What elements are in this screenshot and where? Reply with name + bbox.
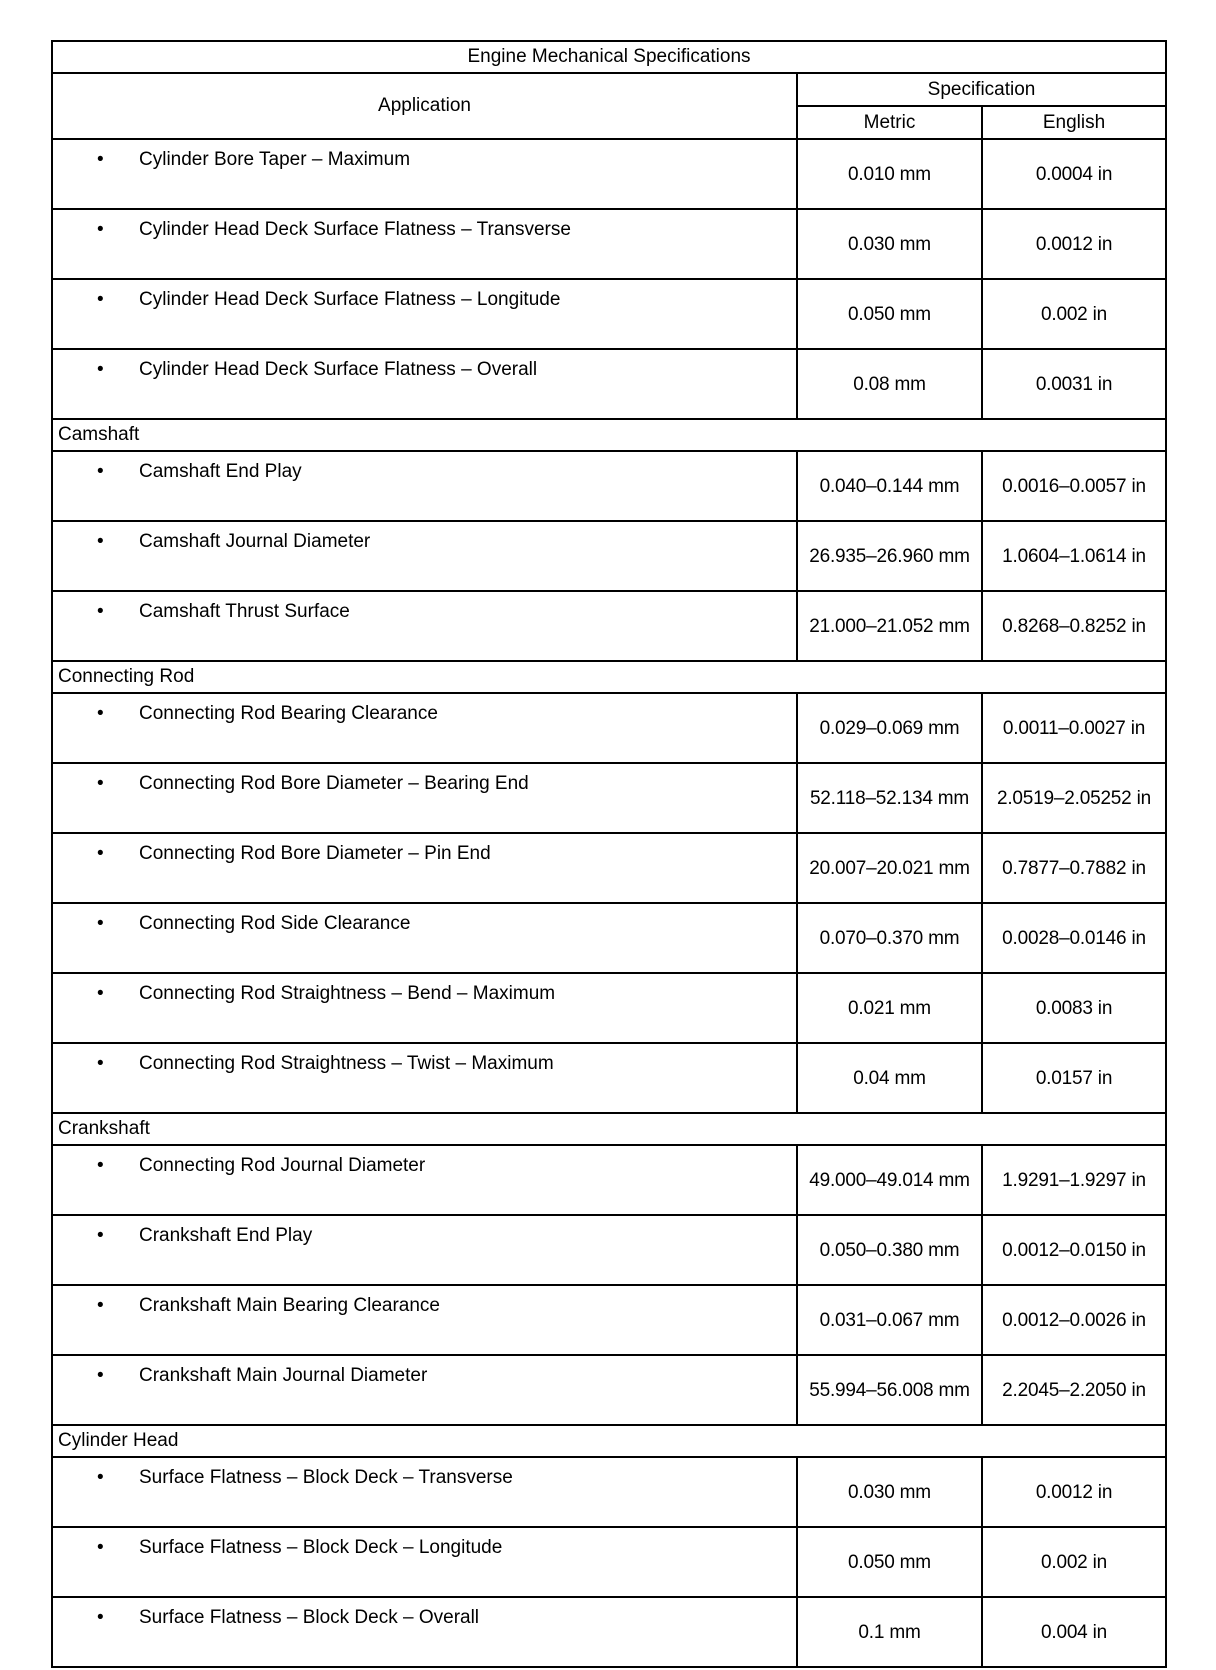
section-row	[52, 1113, 1166, 1145]
bullet-icon: •	[97, 601, 104, 622]
metric-value: 0.050 mm	[797, 1527, 982, 1597]
metric-value: 0.08 mm	[797, 349, 982, 419]
application-cell	[52, 451, 797, 521]
application-label: Cylinder Head Deck Surface Flatness – Overall	[139, 359, 538, 380]
bullet-icon: •	[97, 983, 104, 1004]
table-row	[52, 139, 1166, 209]
bullet-icon: •	[97, 149, 104, 170]
metric-value: 0.031–0.067 mm	[797, 1285, 982, 1355]
bullet-icon: •	[97, 1467, 104, 1488]
table-title: Engine Mechanical Specifications	[52, 41, 1166, 73]
application-cell	[52, 521, 797, 591]
section-label: Camshaft	[52, 419, 1166, 451]
application-label: Surface Flatness – Block Deck – Longitude	[139, 1537, 503, 1558]
english-value: 0.0157 in	[982, 1043, 1166, 1113]
application-cell	[52, 349, 797, 419]
bullet-icon: •	[97, 843, 104, 864]
application-cell	[52, 591, 797, 661]
metric-value: 49.000–49.014 mm	[797, 1145, 982, 1215]
table-row	[52, 1527, 1166, 1597]
bullet-icon: •	[97, 1537, 104, 1558]
application-label: Crankshaft End Play	[139, 1225, 313, 1246]
english-value: 0.0011–0.0027 in	[982, 693, 1166, 763]
metric-value: 0.030 mm	[797, 209, 982, 279]
english-value: 0.0012 in	[982, 209, 1166, 279]
bullet-icon: •	[97, 531, 104, 552]
metric-value: 0.050–0.380 mm	[797, 1215, 982, 1285]
application-label: Connecting Rod Straightness – Twist – Maximum	[139, 1053, 554, 1074]
application-label: Connecting Rod Bearing Clearance	[139, 703, 438, 724]
application-cell	[52, 1457, 797, 1527]
application-label: Surface Flatness – Block Deck – Overall	[139, 1607, 480, 1628]
application-cell	[52, 1043, 797, 1113]
table-row	[52, 973, 1166, 1043]
application-label: Cylinder Bore Taper – Maximum	[139, 149, 411, 170]
bullet-icon: •	[97, 703, 104, 724]
table-row	[52, 903, 1166, 973]
english-value: 0.002 in	[982, 279, 1166, 349]
metric-value: 26.935–26.960 mm	[797, 521, 982, 591]
application-cell	[52, 1145, 797, 1215]
application-label: Cylinder Head Deck Surface Flatness – Transverse	[139, 219, 571, 240]
application-label: Surface Flatness – Block Deck – Transverse	[139, 1467, 513, 1488]
english-value: 0.0012–0.0026 in	[982, 1285, 1166, 1355]
metric-value: 0.070–0.370 mm	[797, 903, 982, 973]
section-row	[52, 419, 1166, 451]
table-row	[52, 1043, 1166, 1113]
application-cell	[52, 973, 797, 1043]
bullet-icon: •	[97, 1155, 104, 1176]
column-header-specification: Specification	[797, 73, 1166, 106]
table-row	[52, 209, 1166, 279]
application-cell	[52, 279, 797, 349]
section-row	[52, 661, 1166, 693]
table-row	[52, 279, 1166, 349]
application-cell	[52, 209, 797, 279]
bullet-icon: •	[97, 913, 104, 934]
table-row	[52, 521, 1166, 591]
bullet-icon: •	[97, 359, 104, 380]
english-value: 0.0083 in	[982, 973, 1166, 1043]
section-label: Crankshaft	[52, 1113, 1166, 1145]
bullet-icon: •	[97, 773, 104, 794]
table-row	[52, 1597, 1166, 1667]
application-cell	[52, 1215, 797, 1285]
application-label: Connecting Rod Straightness – Bend – Maximum	[139, 983, 556, 1004]
application-cell	[52, 903, 797, 973]
application-cell	[52, 139, 797, 209]
bullet-icon: •	[97, 289, 104, 310]
application-label: Connecting Rod Bore Diameter – Pin End	[139, 843, 491, 864]
section-row	[52, 1425, 1166, 1457]
english-value: 0.0012–0.0150 in	[982, 1215, 1166, 1285]
metric-value: 0.021 mm	[797, 973, 982, 1043]
application-label: Crankshaft Main Bearing Clearance	[139, 1295, 440, 1316]
bullet-icon: •	[97, 1225, 104, 1246]
table-row	[52, 349, 1166, 419]
english-value: 1.0604–1.0614 in	[982, 521, 1166, 591]
table-row	[52, 451, 1166, 521]
metric-value: 0.1 mm	[797, 1597, 982, 1667]
table-title-row	[52, 41, 1166, 73]
application-label: Connecting Rod Journal Diameter	[139, 1155, 426, 1176]
english-value: 0.004 in	[982, 1597, 1166, 1667]
application-cell	[52, 1597, 797, 1667]
section-label: Connecting Rod	[52, 661, 1166, 693]
bullet-icon: •	[97, 1295, 104, 1316]
english-value: 2.2045–2.2050 in	[982, 1355, 1166, 1425]
header-row-spec	[52, 73, 1166, 106]
table-row	[52, 1145, 1166, 1215]
metric-value: 0.04 mm	[797, 1043, 982, 1113]
english-value: 1.9291–1.9297 in	[982, 1145, 1166, 1215]
table-header	[52, 41, 1166, 139]
metric-value: 0.029–0.069 mm	[797, 693, 982, 763]
column-header-application: Application	[52, 73, 797, 139]
english-value: 0.0004 in	[982, 139, 1166, 209]
english-value: 0.8268–0.8252 in	[982, 591, 1166, 661]
table-row	[52, 591, 1166, 661]
metric-value: 0.040–0.144 mm	[797, 451, 982, 521]
column-header-english: English	[982, 106, 1166, 139]
metric-value: 0.050 mm	[797, 279, 982, 349]
application-label: Camshaft Thrust Surface	[139, 601, 350, 622]
table-row	[52, 763, 1166, 833]
section-label: Cylinder Head	[52, 1425, 1166, 1457]
bullet-icon: •	[97, 461, 104, 482]
bullet-icon: •	[97, 219, 104, 240]
application-cell	[52, 763, 797, 833]
metric-value: 52.118–52.134 mm	[797, 763, 982, 833]
table-row	[52, 1285, 1166, 1355]
metric-value: 0.030 mm	[797, 1457, 982, 1527]
english-value: 2.0519–2.05252 in	[982, 763, 1166, 833]
metric-value: 55.994–56.008 mm	[797, 1355, 982, 1425]
english-value: 0.0012 in	[982, 1457, 1166, 1527]
english-value: 0.002 in	[982, 1527, 1166, 1597]
column-header-metric: Metric	[797, 106, 982, 139]
application-cell	[52, 833, 797, 903]
application-label: Camshaft End Play	[139, 461, 302, 482]
english-value: 0.7877–0.7882 in	[982, 833, 1166, 903]
table-body	[52, 139, 1166, 1667]
application-cell	[52, 1355, 797, 1425]
application-label: Crankshaft Main Journal Diameter	[139, 1365, 428, 1386]
application-label: Connecting Rod Side Clearance	[139, 913, 411, 934]
english-value: 0.0028–0.0146 in	[982, 903, 1166, 973]
metric-value: 0.010 mm	[797, 139, 982, 209]
metric-value: 21.000–21.052 mm	[797, 591, 982, 661]
application-cell	[52, 1527, 797, 1597]
application-label: Connecting Rod Bore Diameter – Bearing End	[139, 773, 529, 794]
bullet-icon: •	[97, 1053, 104, 1074]
table-row	[52, 1457, 1166, 1527]
english-value: 0.0031 in	[982, 349, 1166, 419]
table-row	[52, 833, 1166, 903]
table-row	[52, 1215, 1166, 1285]
table-row	[52, 1355, 1166, 1425]
bullet-icon: •	[97, 1607, 104, 1628]
english-value: 0.0016–0.0057 in	[982, 451, 1166, 521]
bullet-icon: •	[97, 1365, 104, 1386]
application-label: Cylinder Head Deck Surface Flatness – Longitude	[139, 289, 561, 310]
table-row	[52, 693, 1166, 763]
application-label: Camshaft Journal Diameter	[139, 531, 371, 552]
engine-spec-table	[51, 40, 1167, 1668]
application-cell	[52, 1285, 797, 1355]
application-cell	[52, 693, 797, 763]
metric-value: 20.007–20.021 mm	[797, 833, 982, 903]
